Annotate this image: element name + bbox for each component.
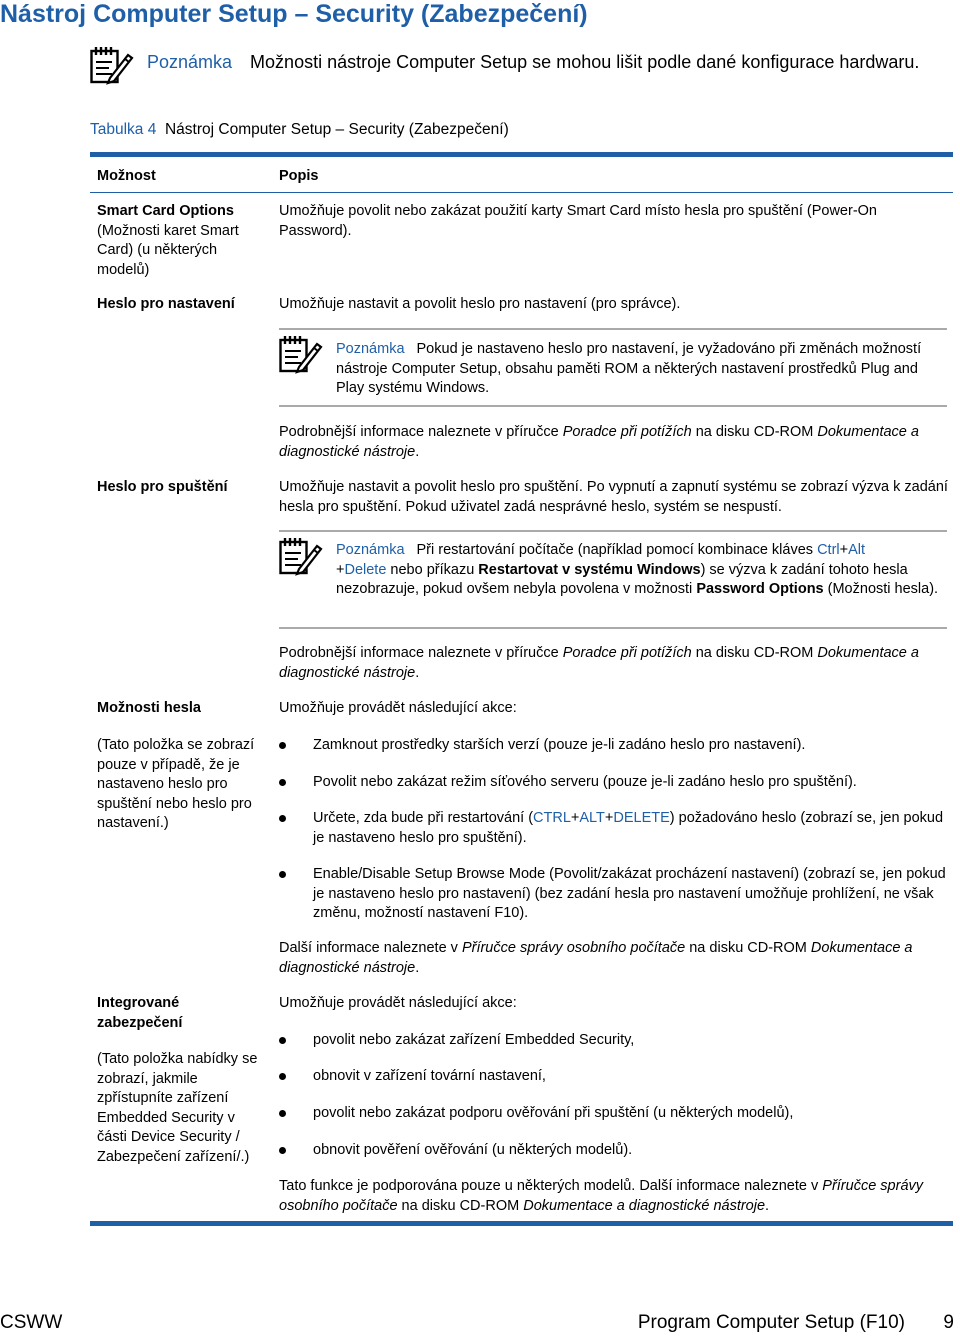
more-info-text (279, 1177, 951, 1216)
key-plus: + (604, 810, 614, 826)
note-pen-icon (279, 536, 323, 576)
table-row-option: Heslo pro spuštění (97, 479, 228, 495)
more-info-cd: Dokumentace a diagnostické nástroje (279, 645, 919, 681)
key-plus: + (336, 561, 345, 578)
column-header-option: Možnost (97, 168, 156, 184)
footer-title: Program Computer Setup (F10) (637, 1312, 905, 1333)
note-body: ) se výzva k zadání tohoto hesla nezobrazuje, pokud ovšem nebyla povolena v možnosti (336, 561, 908, 597)
top-note (147, 51, 947, 73)
more-info-part: . (415, 959, 420, 976)
table-row-description: Umožňuje provádět následující akce: (279, 700, 517, 716)
header-rule (90, 192, 953, 193)
key-plus: + (570, 810, 580, 826)
more-info-part: na disku CD-ROM (691, 645, 818, 661)
bullet-dot-icon (279, 815, 286, 822)
note-pen-icon (90, 45, 134, 85)
more-info-guide: Příručce správy osobního počítače (461, 940, 686, 956)
footer-left: CSWW (0, 1312, 63, 1333)
top-note-text: Možnosti nástroje Computer Setup se mohou lišit podle dané konfigurace hardwaru. (250, 52, 920, 72)
table-row-description: Umožňuje povolit nebo zakázat použití karty Smart Card místo hesla pro spuštění (Power-On Password). (279, 203, 877, 239)
list-item-text: obnovit pověření ověřování (u některých modelů). (313, 1142, 633, 1158)
table-bottom-rule (90, 1221, 953, 1226)
more-info-guide: Poradce při potížích (562, 645, 692, 661)
list-item-text: obnovit v zařízení tovární nastavení, (313, 1068, 546, 1084)
more-info-part: Další informace naleznete v (279, 940, 462, 956)
page-title: Nástroj Computer Setup – Security (Zabezpečení) (0, 0, 588, 28)
list-item-text: Enable/Disable Setup Browse Mode (Povolit/zakázat procházení nastavení) (zobrazí se, jen pokud je nastaveno heslo pro nastavení) (bez zadání hesla pro nastavení umožňuje prohlížení, ne však změnu, možností nastavení F10). (313, 866, 946, 921)
table-row-description: Umožňuje nastavit a povolit heslo pro nastavení (pro správce). (279, 296, 681, 312)
more-info-text (279, 939, 951, 978)
list-item-text: povolit nebo zakázat podporu ověřování při spuštění (u některých modelů), (313, 1105, 794, 1121)
option-note: (Tato položka se zobrazí pouze v případě, že je nastaveno heslo pro spuštění nebo heslo pro nastavení.) (97, 737, 255, 831)
note-pen-icon (279, 334, 323, 374)
bullet-dot-icon (279, 1037, 286, 1044)
bullet-dot-icon (279, 1073, 286, 1080)
more-info-part: . (415, 443, 420, 460)
more-info-part: Tato funkce je podporována pouze u některých modelů. Další informace naleznete v (279, 1178, 823, 1194)
table-row-description: Umožňuje provádět následující akce: (279, 995, 517, 1011)
key-delete: DELETE (613, 810, 670, 826)
bullet-dot-icon (279, 1110, 286, 1117)
bullet-dot-icon (279, 1147, 286, 1154)
note-body: nebo příkazu (386, 561, 479, 578)
option-name: Smart Card Options (97, 203, 234, 219)
more-info-guide: Poradce při potížích (562, 424, 692, 440)
more-info-part: na disku CD-ROM (685, 940, 811, 956)
table-row-option: Heslo pro nastavení (97, 296, 235, 312)
more-info-guide: Příručce správy osobního počítače (279, 1178, 924, 1214)
more-info-part: . (765, 1197, 770, 1214)
column-header-description: Popis (279, 168, 319, 184)
note-command: Restartovat v systému Windows (478, 561, 701, 578)
more-info-cd: Dokumentace a diagnostické nástroje (279, 940, 913, 976)
key-plus: + (839, 542, 849, 558)
list-item-text: Povolit nebo zakázat režim síťového serveru (pouze je-li zadáno heslo pro spuštění). (313, 774, 857, 790)
note-label: Poznámka (336, 542, 405, 558)
table-row-option (97, 202, 267, 280)
list-item-part: Určete, zda bude při restartování ( (313, 810, 534, 826)
list-item-text (313, 809, 947, 848)
more-info-part: na disku CD-ROM (397, 1197, 524, 1214)
more-info-part: . (415, 664, 420, 681)
key-delete: Delete (344, 561, 387, 578)
key-alt: Alt (848, 542, 866, 558)
more-info-part: Podrobnější informace naleznete v příručce (279, 424, 563, 440)
list-item-part: ) požadováno heslo (zobrazí se, jen pokud je nastaveno heslo pro spuštění). (313, 810, 944, 846)
note-label: Poznámka (336, 341, 405, 357)
bullet-dot-icon (279, 742, 286, 749)
bullet-dot-icon (279, 871, 286, 878)
table-row-option: Možnosti hesla (97, 700, 201, 716)
key-alt: ALT (579, 810, 605, 826)
bullet-dot-icon (279, 779, 286, 786)
more-info-part: Podrobnější informace naleznete v příručce (279, 645, 563, 661)
note-text (336, 340, 947, 399)
table-caption-text: Nástroj Computer Setup – Security (Zabezpečení) (164, 121, 509, 138)
more-info-cd: Dokumentace a diagnostické nástroje (523, 1197, 766, 1214)
top-note-label: Poznámka (147, 52, 233, 72)
more-info-text (279, 644, 951, 683)
note-body: Při restartování počítače (například pomocí kombinace kláves (416, 542, 818, 558)
table-top-rule (90, 152, 953, 157)
note-body: (Možnosti hesla). (823, 581, 939, 597)
table-caption-label: Tabulka 4 (90, 121, 157, 138)
option-note: (Tato položka nabídky se zobrazí, jakmile zpřístupníte zařízení Embedded Security v části Device Security / Zabezpečení zařízení/.) (97, 1051, 258, 1165)
table-row-description: Umožňuje nastavit a povolit heslo pro spuštění. Po vypnutí a zapnutí systému se zobrazí výzva k zadání hesla pro spuštění. Pokud uživatel zadá nesprávné heslo, systém se nespustí. (279, 479, 948, 515)
note-body: Pokud je nastaveno heslo pro nastavení, je vyžadováno při změnách možností nástroje Computer Setup, obsahu paměti ROM a některých nastavení prostředků Plug and Play systému Windows. (336, 341, 922, 396)
list-item-text: Zamknout prostředky starších verzí (pouze je-li zadáno heslo pro nastavení). (313, 737, 806, 753)
option-note: (Možnosti karet Smart Card) (u některých modelů) (97, 222, 239, 278)
key-ctrl: Ctrl (817, 542, 840, 558)
list-item-text: povolit nebo zakázat zařízení Embedded Security, (313, 1032, 635, 1048)
key-ctrl: CTRL (533, 810, 571, 826)
table-row-option: Integrované zabezpečení (97, 995, 183, 1031)
more-info-cd: Dokumentace a diagnostické nástroje (279, 424, 919, 460)
note-option-name: Password Options (696, 581, 824, 597)
page-number: 9 (943, 1312, 954, 1333)
note-text (336, 541, 947, 600)
more-info-text (279, 423, 951, 462)
more-info-part: na disku CD-ROM (691, 424, 818, 440)
table-caption (90, 121, 509, 139)
